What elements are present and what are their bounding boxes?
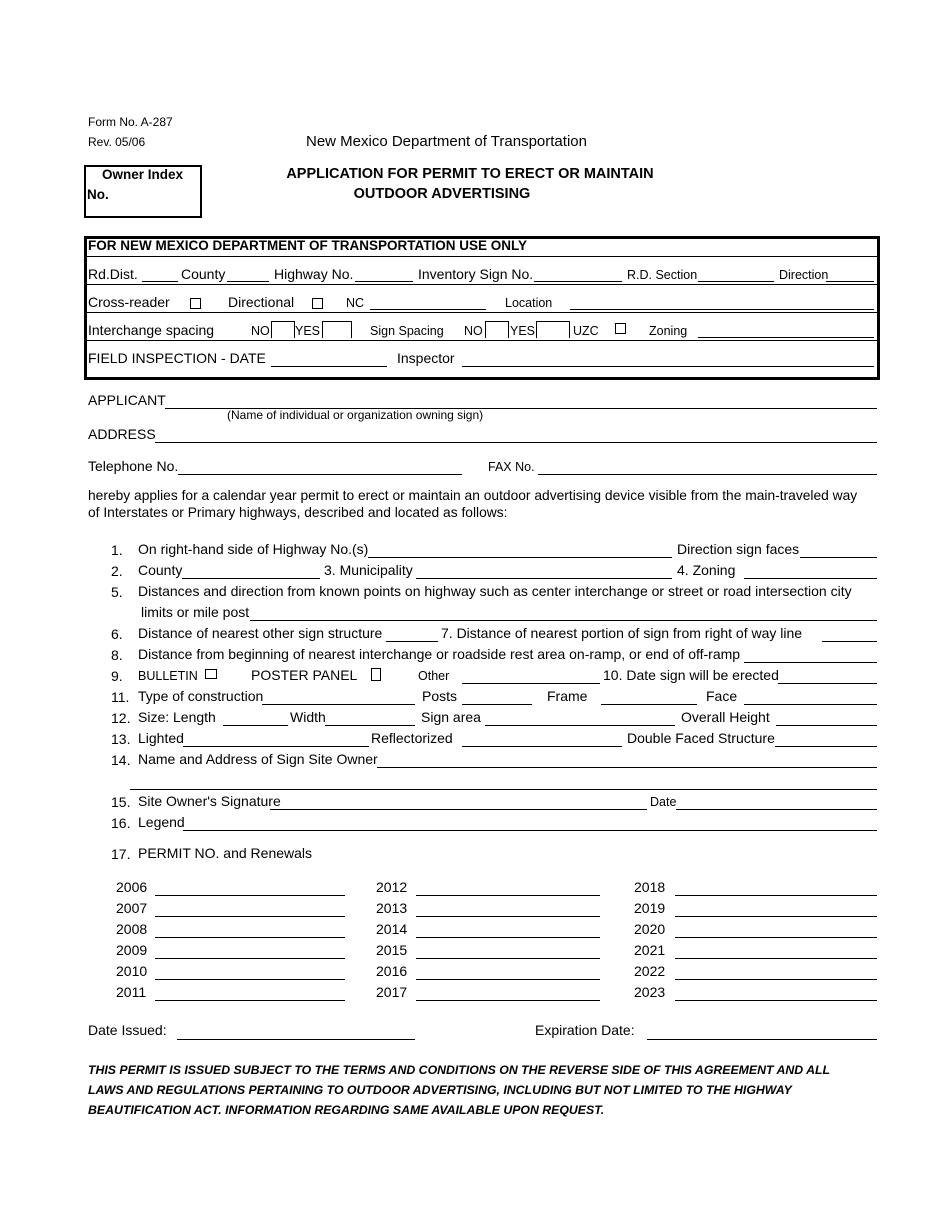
interchange-no-box[interactable] — [271, 321, 295, 338]
sign-spacing-label: Sign Spacing — [370, 324, 444, 338]
fax-label: FAX No. — [488, 460, 535, 474]
face-field[interactable] — [744, 704, 877, 705]
application-statement: hereby applies for a calendar year permit to erect or maintain an outdoor advertising device visible from the main-traveled way of Interstates or Primary highways, described and located as follows: — [88, 488, 858, 520]
nearest-sign-distance-field[interactable] — [386, 641, 438, 642]
form-title-line2: OUTDOOR ADVERTISING — [353, 186, 531, 202]
year-label: 2011 — [116, 984, 147, 1000]
year-label: 2010 — [116, 963, 148, 979]
cross-reader-label: Cross-reader — [88, 294, 170, 310]
location-field[interactable] — [570, 309, 874, 310]
double-faced-field[interactable] — [775, 746, 877, 747]
permit-number-field[interactable] — [675, 1000, 877, 1001]
direction-label: Direction — [779, 268, 829, 282]
permit-disclaimer: THIS PERMIT IS ISSUED SUBJECT TO THE TERMS AND CONDITIONS ON THE REVERSE SIDE OF THIS AGREEMENT AND ALL LAWS AND REGULATIONS PERTAINING TO OUTDOOR ADVERTISING, INCLUDING BUT NOT LIMITED TO THE HIGHWAY BEAUTIFICATION ACT. INFORMATION REGARDING SAME AVAILABLE UPON REQUEST. — [88, 1063, 830, 1117]
sign-spacing-no-box[interactable] — [485, 321, 509, 338]
item-13-number: 13. — [111, 731, 131, 747]
item-13-label: Lighted — [138, 730, 184, 746]
other-label: Other — [418, 669, 450, 683]
legend-field[interactable] — [183, 830, 877, 831]
sign-area-label: Sign area — [421, 709, 481, 725]
form-title-line1: APPLICATION FOR PERMIT TO ERECT OR MAINTAIN — [286, 166, 654, 182]
year-label: 2016 — [376, 963, 408, 979]
year-label: 2013 — [376, 900, 408, 916]
permit-number-field[interactable] — [675, 958, 877, 959]
interchange-no-label: NO — [251, 324, 270, 338]
item-8-label: Distance from beginning of nearest interchange or roadside rest area on-ramp, or end of off-ramp — [138, 646, 741, 662]
form-number: Form No. A-287 — [88, 115, 173, 129]
applicant-label: APPLICANT — [88, 392, 166, 408]
telephone-field[interactable] — [178, 474, 462, 475]
permit-number-field[interactable] — [416, 979, 600, 980]
item-16-label: Legend — [138, 814, 185, 830]
department-name: New Mexico Department of Transportation — [306, 133, 587, 150]
reflectorized-field[interactable] — [462, 746, 622, 747]
overall-height-field[interactable] — [776, 725, 877, 726]
interchange-yes-label: YES — [295, 324, 321, 338]
fax-field[interactable] — [538, 474, 877, 475]
nc-field[interactable] — [370, 309, 486, 310]
date-erected-field[interactable] — [778, 683, 877, 684]
width-field[interactable] — [325, 725, 415, 726]
signature-date-label: Date — [650, 795, 677, 809]
year-label: 2009 — [116, 942, 148, 958]
direction-field[interactable] — [826, 281, 874, 282]
location-label: Location — [505, 296, 553, 310]
year-label: 2007 — [116, 900, 148, 916]
inventory-sign-no-label: Inventory Sign No. — [418, 266, 534, 282]
zoning-field[interactable] — [744, 578, 877, 579]
site-owner-field[interactable] — [377, 767, 877, 768]
item-10-label: 10. Date sign will be erected — [603, 667, 779, 683]
item-17-label: PERMIT NO. and Renewals — [138, 845, 313, 861]
item-15-label: Site Owner's Signature — [138, 793, 281, 809]
sign-spacing-yes-box[interactable] — [536, 321, 570, 338]
item-11-label: Type of construction — [138, 688, 264, 704]
overall-height-label: Overall Height — [681, 709, 770, 725]
permit-number-field[interactable] — [416, 937, 600, 938]
distances-directions-field[interactable] — [250, 620, 877, 621]
item-15-number: 15. — [111, 794, 131, 810]
permit-number-field[interactable] — [675, 916, 877, 917]
year-label: 2022 — [634, 963, 666, 979]
permit-number-field[interactable] — [416, 958, 600, 959]
site-owner-signature-field[interactable] — [270, 809, 647, 810]
directional-label: Directional — [228, 294, 295, 310]
direction-sign-faces-field[interactable] — [800, 557, 877, 558]
permit-number-field[interactable] — [155, 1000, 345, 1001]
year-label: 2018 — [634, 879, 666, 895]
inventory-sign-no-field[interactable] — [534, 281, 622, 282]
uzc-label: UZC — [573, 324, 599, 338]
permit-number-field[interactable] — [675, 979, 877, 980]
rd-dist-label: Rd.Dist. — [88, 266, 138, 282]
frame-label: Frame — [547, 688, 588, 704]
item-3-label: 3. Municipality — [324, 562, 413, 578]
item-11-number: 11. — [111, 689, 130, 705]
year-label: 2019 — [634, 900, 666, 916]
directional-checkbox[interactable] — [312, 298, 323, 309]
permit-number-field[interactable] — [416, 1000, 600, 1001]
applicant-note: (Name of individual or organization owning sign) — [227, 408, 484, 422]
highway-no-field[interactable] — [355, 281, 413, 282]
dot-zoning-field[interactable] — [698, 337, 874, 338]
item-9-number: 9. — [111, 668, 123, 684]
interchange-distance-field[interactable] — [744, 662, 877, 663]
sign-spacing-yes-label: YES — [510, 324, 536, 338]
poster-panel-label: POSTER PANEL — [251, 667, 358, 683]
date-issued-field[interactable] — [177, 1039, 415, 1040]
county-field[interactable] — [182, 578, 320, 579]
permit-number-field[interactable] — [155, 937, 345, 938]
item-7-label: 7. Distance of nearest portion of sign from right of way line — [441, 625, 803, 641]
cross-reader-checkbox[interactable] — [190, 298, 201, 309]
address-label: ADDRESS — [88, 426, 156, 442]
reflectorized-label: Reflectorized — [371, 730, 453, 746]
bulletin-label: BULLETIN — [138, 669, 198, 683]
direction-sign-faces-label: Direction sign faces — [677, 541, 800, 557]
face-label: Face — [706, 688, 738, 704]
municipality-field[interactable] — [416, 578, 672, 579]
telephone-label: Telephone No. — [88, 458, 179, 474]
zoning-label: Zoning — [649, 324, 688, 338]
permit-number-field[interactable] — [416, 895, 600, 896]
item-5-label: Distances and direction from known points on highway such as center interchange or street or road intersection city — [138, 583, 852, 599]
item-5-number: 5. — [111, 584, 123, 600]
year-label: 2012 — [376, 879, 408, 895]
year-label: 2015 — [376, 942, 408, 958]
posts-label: Posts — [422, 688, 458, 704]
year-label: 2006 — [116, 879, 148, 895]
address-field[interactable] — [155, 442, 877, 443]
field-inspection-date-label: FIELD INSPECTION - DATE — [88, 350, 266, 366]
owner-index-no-label: No. — [87, 187, 109, 202]
item-1-number: 1. — [111, 542, 123, 558]
item-16-number: 16. — [111, 815, 131, 831]
length-field[interactable] — [223, 725, 288, 726]
frame-field[interactable] — [601, 704, 697, 705]
item-2-label: County — [138, 562, 183, 578]
rd-section-label: R.D. Section — [627, 268, 698, 282]
dot-county-field[interactable] — [227, 281, 269, 282]
other-type-field[interactable] — [462, 683, 600, 684]
permit-number-field[interactable] — [416, 916, 600, 917]
expiration-date-field[interactable] — [647, 1039, 877, 1040]
posts-field[interactable] — [462, 704, 532, 705]
inspector-field[interactable] — [462, 366, 874, 367]
permit-number-field[interactable] — [155, 895, 345, 896]
permit-number-field[interactable] — [675, 937, 877, 938]
poster-panel-checkbox[interactable] — [371, 668, 381, 681]
permit-number-field[interactable] — [675, 895, 877, 896]
right-of-way-distance-field[interactable] — [822, 641, 877, 642]
field-inspection-date-field[interactable] — [271, 366, 387, 367]
dot-section-heading: FOR NEW MEXICO DEPARTMENT OF TRANSPORTATION USE ONLY — [88, 238, 528, 253]
revision-date: Rev. 05/06 — [88, 135, 146, 149]
inspector-label: Inspector — [397, 350, 455, 366]
highway-no-label: Highway No. — [274, 266, 354, 282]
item-14-label: Name and Address of Sign Site Owner — [138, 751, 378, 767]
highway-no-s-field[interactable] — [368, 557, 672, 558]
sign-area-field[interactable] — [485, 725, 675, 726]
double-faced-label: Double Faced Structure — [627, 730, 775, 746]
item-6-label: Distance of nearest other sign structure — [138, 625, 383, 641]
bulletin-checkbox[interactable] — [205, 669, 217, 679]
item-12-label: Size: Length — [138, 709, 216, 725]
item-14-number: 14. — [111, 752, 131, 768]
site-owner-field-line2[interactable] — [130, 789, 877, 790]
year-label: 2020 — [634, 921, 666, 937]
width-label: Width — [290, 709, 326, 725]
interchange-spacing-label: Interchange spacing — [88, 322, 215, 338]
item-5-label-cont: limits or mile post — [141, 604, 250, 620]
permit-number-field[interactable] — [155, 979, 345, 980]
item-1-label: On right-hand side of Highway No.(s) — [138, 541, 369, 557]
uzc-checkbox[interactable] — [615, 323, 626, 334]
permit-number-field[interactable] — [155, 916, 345, 917]
interchange-yes-box[interactable] — [322, 321, 352, 338]
rd-dist-field[interactable] — [142, 281, 178, 282]
sign-spacing-no-label: NO — [464, 324, 483, 338]
expiration-date-label: Expiration Date: — [535, 1022, 635, 1038]
item-2-number: 2. — [111, 563, 123, 579]
rd-section-field[interactable] — [698, 281, 774, 282]
year-label: 2023 — [634, 984, 666, 1000]
year-label: 2014 — [376, 921, 408, 937]
item-8-number: 8. — [111, 647, 123, 663]
lighted-field[interactable] — [183, 746, 369, 747]
county-label: County — [181, 266, 226, 282]
permit-number-field[interactable] — [155, 958, 345, 959]
item-4-label: 4. Zoning — [677, 562, 736, 578]
owner-index-label: Owner Index — [102, 167, 184, 182]
item-12-number: 12. — [111, 710, 131, 726]
year-label: 2008 — [116, 921, 148, 937]
nc-label: NC — [346, 296, 365, 310]
construction-type-field[interactable] — [262, 704, 415, 705]
item-6-number: 6. — [111, 626, 123, 642]
signature-date-field[interactable] — [676, 809, 877, 810]
date-issued-label: Date Issued: — [88, 1022, 167, 1038]
year-label: 2017 — [376, 984, 408, 1000]
item-17-number: 17. — [111, 846, 131, 862]
year-label: 2021 — [634, 942, 666, 958]
